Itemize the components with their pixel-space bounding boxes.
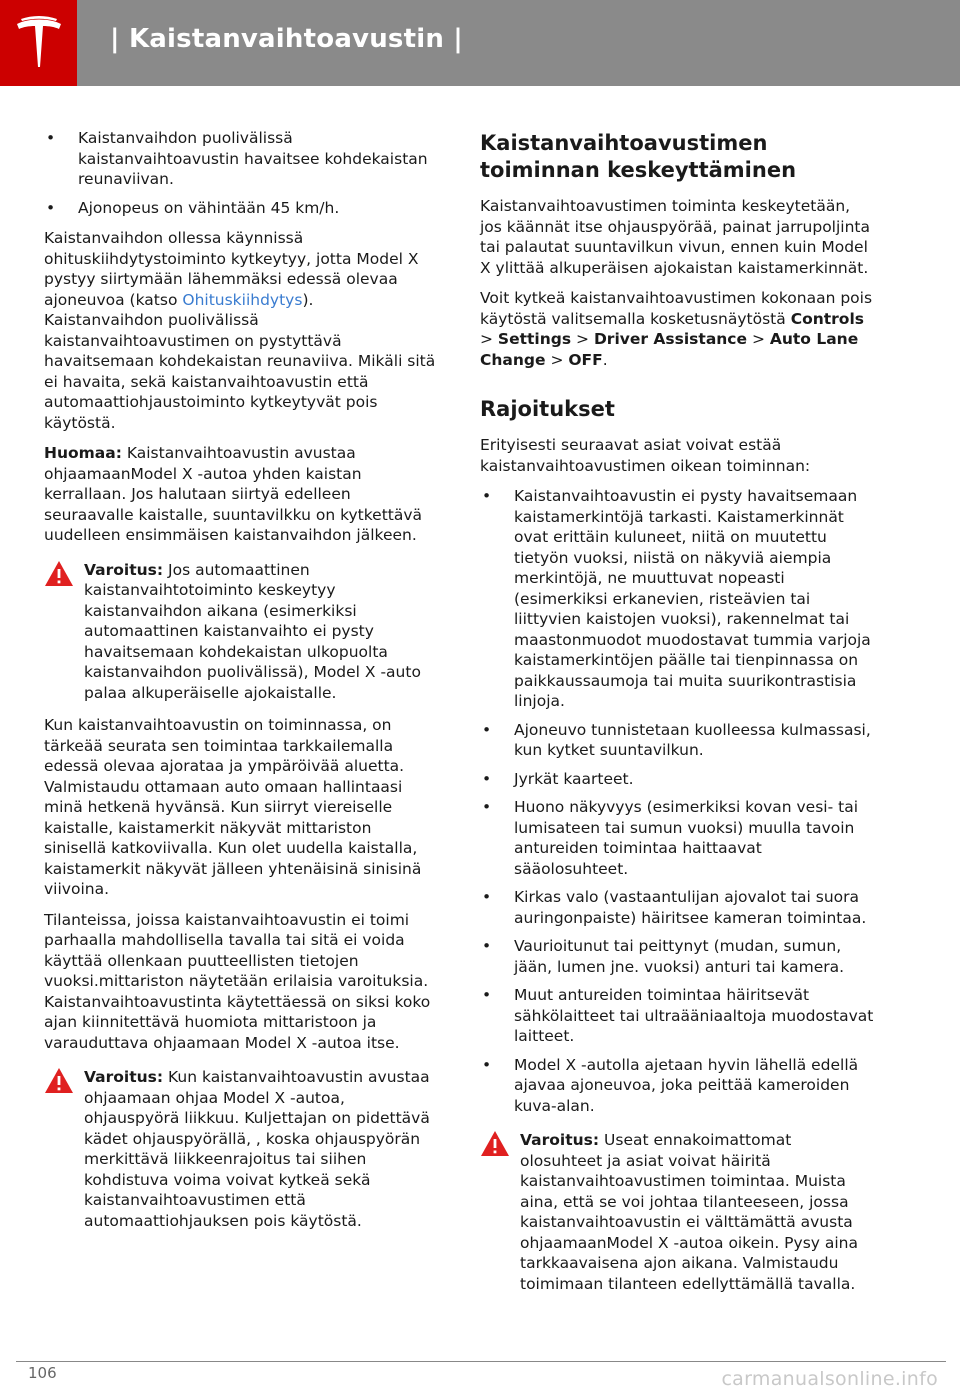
- warning-block: Varoitus: Jos automaattinen kaistanvaihtotoiminto keskeytyy kaistanvaihdon aikana (esimerkiksi automaattinen kaistanvaihto ei pysty havaitsemaan kohdekaistan ulkopuolta kaistanvaihdon puolivälissä), Model X -auto palaa alkuperäiselle ajokaistalle.: [44, 560, 436, 704]
- warning-label: Varoitus:: [520, 1131, 600, 1149]
- right-column: [480, 130, 876, 1306]
- left-column: [44, 128, 436, 1243]
- left-bullet-list: [44, 128, 436, 218]
- page-number: 106: [28, 1364, 57, 1382]
- settings-path-paragraph: Voit kytkeä kaistanvaihtoavustimen kokonaan pois käytöstä valitsemalla kosketusnäytöstä Controls > Settings > Driver Assistance > Auto Lane Change > OFF.: [480, 289, 873, 369]
- footer-divider: [16, 1361, 946, 1362]
- paragraph: Kaistanvaihtoavustimen toiminta keskeytetään, jos käännät itse ohjauspyörää, painat jarrupoljinta tai palautat suuntavilkun vivun, ennen kuin Model X ylittää alkuperäisen ajokaistan kaistamerkinnät.: [480, 197, 871, 277]
- warning-triangle-icon: [44, 1067, 74, 1094]
- menu-settings: Settings: [497, 330, 572, 348]
- list-item: • Vaurioitunut tai peittynyt (mudan, sumun, jään, lumen jne. vuoksi) anturi tai kamera.: [482, 937, 845, 976]
- warning-block: Varoitus: Useat ennakoimattomat olosuhteet ja asiat voivat häiritä kaistanvaihtoavustimen toimintaa. Muista aina, että se voi johtaa tilanteeseen, jossa kaistanvaihtoavustin ei välttämättä avusta ohjaamaanModel X -autoa oikein. Pysy aina tarkkaavaisena ajon aikana. Valmistaudu toimimaan tilanteen edellyttämällä tavalla.: [480, 1130, 876, 1294]
- ohituskiihdytys-link[interactable]: Ohituskiihdytys: [182, 290, 303, 309]
- section-heading: Rajoitukset: [480, 397, 615, 421]
- list-item: • Kaistanvaihtoavustin ei pysty havaitsemaan kaistamerkintöjä tarkasti. Kaistamerkinnät ovat erittäin kuluneet, niitä on muutettu tietyön vuoksi, niistä on näkyviä aiempia merkintöjä, ne muuttuvat nopeasti (esimerkiksi erkanevien, risteävien tai liittyvien kaistojen vuoksi), rakennelmat tai maastonmuodot muodostavat tummia varjoja kaistamerkintöjen päälle tai tienpinnassa on paikkaussaumoja tai muita suurikontrastisia linjoja.: [482, 487, 871, 710]
- note-label: Huomaa:: [44, 444, 122, 462]
- section-heading: Kaistanvaihtoavustimen toiminnan keskeyttäminen: [480, 131, 797, 182]
- list-item: • Jyrkät kaarteet.: [482, 769, 634, 788]
- list-item: • Huono näkyvyys (esimerkiksi kovan vesi- tai lumisateen tai sumun vuoksi) muulla tavoin antureiden toimintaa haittaavat sääolosuhteet.: [482, 798, 858, 878]
- menu-driver-assistance: Driver Assistance: [593, 330, 748, 348]
- list-item: • Muut antureiden toimintaa häiritsevät sähkölaitteet tai ultraääniaaltoja muodostavat laitteet.: [482, 986, 874, 1045]
- list-item: • Kirkas valo (vastaantulijan ajovalot tai suora auringonpaiste) häiritsee kameran toimintaa.: [482, 888, 867, 927]
- tesla-logo: [0, 0, 77, 86]
- limitations-list: [480, 486, 876, 1116]
- list-item: • Ajonopeus on vähintään 45 km/h.: [46, 198, 340, 217]
- paragraph: Kun kaistanvaihtoavustin on toiminnassa, on tärkeää seurata sen toimintaa tarkkailemalla edessä olevaa ajorataa ja ympäröivää aluetta. Valmistaudu ottamaan auto omaan hallintaasi minä hetkenä hyvänsä. Kun siirryt viereiselle kaistalle, kaistamerkit näkyvät mittariston sinisellä katkoviivalla. Kun olet uudella kaistalla, kaistamerkit näkyvät jälleen yhtenäisinä sinisinä viivoina.: [44, 716, 422, 898]
- warning-label: Varoitus:: [84, 1068, 164, 1086]
- note-paragraph: Huomaa: Kaistanvaihtoavustin avustaa ohjaamaanModel X -autoa yhden kaistan kerrallaan. Jos halutaan siirtyä edelleen seuraavalle kaistalle, suuntavilkku on kytkettävä uudelleen ensimmäisen kaistanvaihdon jälkeen.: [44, 444, 423, 544]
- list-item: • Model X -autolla ajetaan hyvin lähellä edellä ajavaa ajoneuvoa, joka peittää kameroiden kuva-alan.: [482, 1055, 859, 1115]
- list-item: • Ajoneuvo tunnistetaan kuolleessa kulmassasi, kun kytket suuntavilkun.: [482, 720, 871, 759]
- warning-triangle-icon: [480, 1130, 510, 1157]
- list-item: • Kaistanvaihdon puolivälissä kaistanvaihtoavustin havaitsee kohdekaistan reunaviivan.: [46, 129, 428, 188]
- paragraph: Kaistanvaihdon ollessa käynnissä ohituskiihdytystoiminto kytkeytyy, jotta Model X pystyy siirtymään lähemmäksi edessä olevaa ajoneuvoa (katso Ohituskiihdytys). Kaistanvaihdon puolivälissä kaistanvaihtoavustimen on pystyttävä havaitsemaan kohdekaistan reunaviiva. Mikäli sitä ei havaita, sekä kaistanvaihtoavustin että automaattiohjaustoiminto kytkeytyvät pois käytöstä.: [44, 229, 436, 432]
- menu-controls: Controls: [790, 309, 864, 328]
- warning-triangle-icon: [44, 560, 74, 587]
- warning-block: Varoitus: Kun kaistanvaihtoavustin avustaa ohjaamaan ohjaa Model X -autoa, ohjauspyörä liikkuu. Kuljettajan on pidettävä kädet ohjauspyörällä, , koska ohjauspyörän merkittävä liikkeenrajoitus tai siihen kohdistuva voima voivat kytkeä sekä kaistanvaihtoavustimen että automaattiohjauksen pois käytöstä.: [44, 1067, 436, 1231]
- tesla-t-icon: [14, 15, 64, 71]
- page-title: | Kaistanvaihtoavustin |: [110, 24, 463, 54]
- paragraph: Erityisesti seuraavat asiat voivat estää kaistanvaihtoavustimen oikean toiminnan:: [480, 436, 811, 475]
- menu-off: OFF: [568, 350, 603, 369]
- page-header: [0, 0, 960, 86]
- paragraph: Tilanteissa, joissa kaistanvaihtoavustin ei toimi parhaalla mahdollisella tavalla tai sitä ei voida käyttää ollenkaan puutteellisten tietojen vuoksi.mittariston näytetään erilaisia varoituksia. Kaistanvaihtoavustinta käytettäessä on siksi koko ajan kiinnitettävä huomiota mittaristoon ja varauduttava ohjaamaan Model X -autoa itse.: [44, 910, 431, 1052]
- menu-auto-lane-change: Auto Lane Change: [480, 330, 859, 369]
- watermark: carmanualsonline.info: [721, 1368, 938, 1390]
- warning-label: Varoitus:: [84, 560, 164, 579]
